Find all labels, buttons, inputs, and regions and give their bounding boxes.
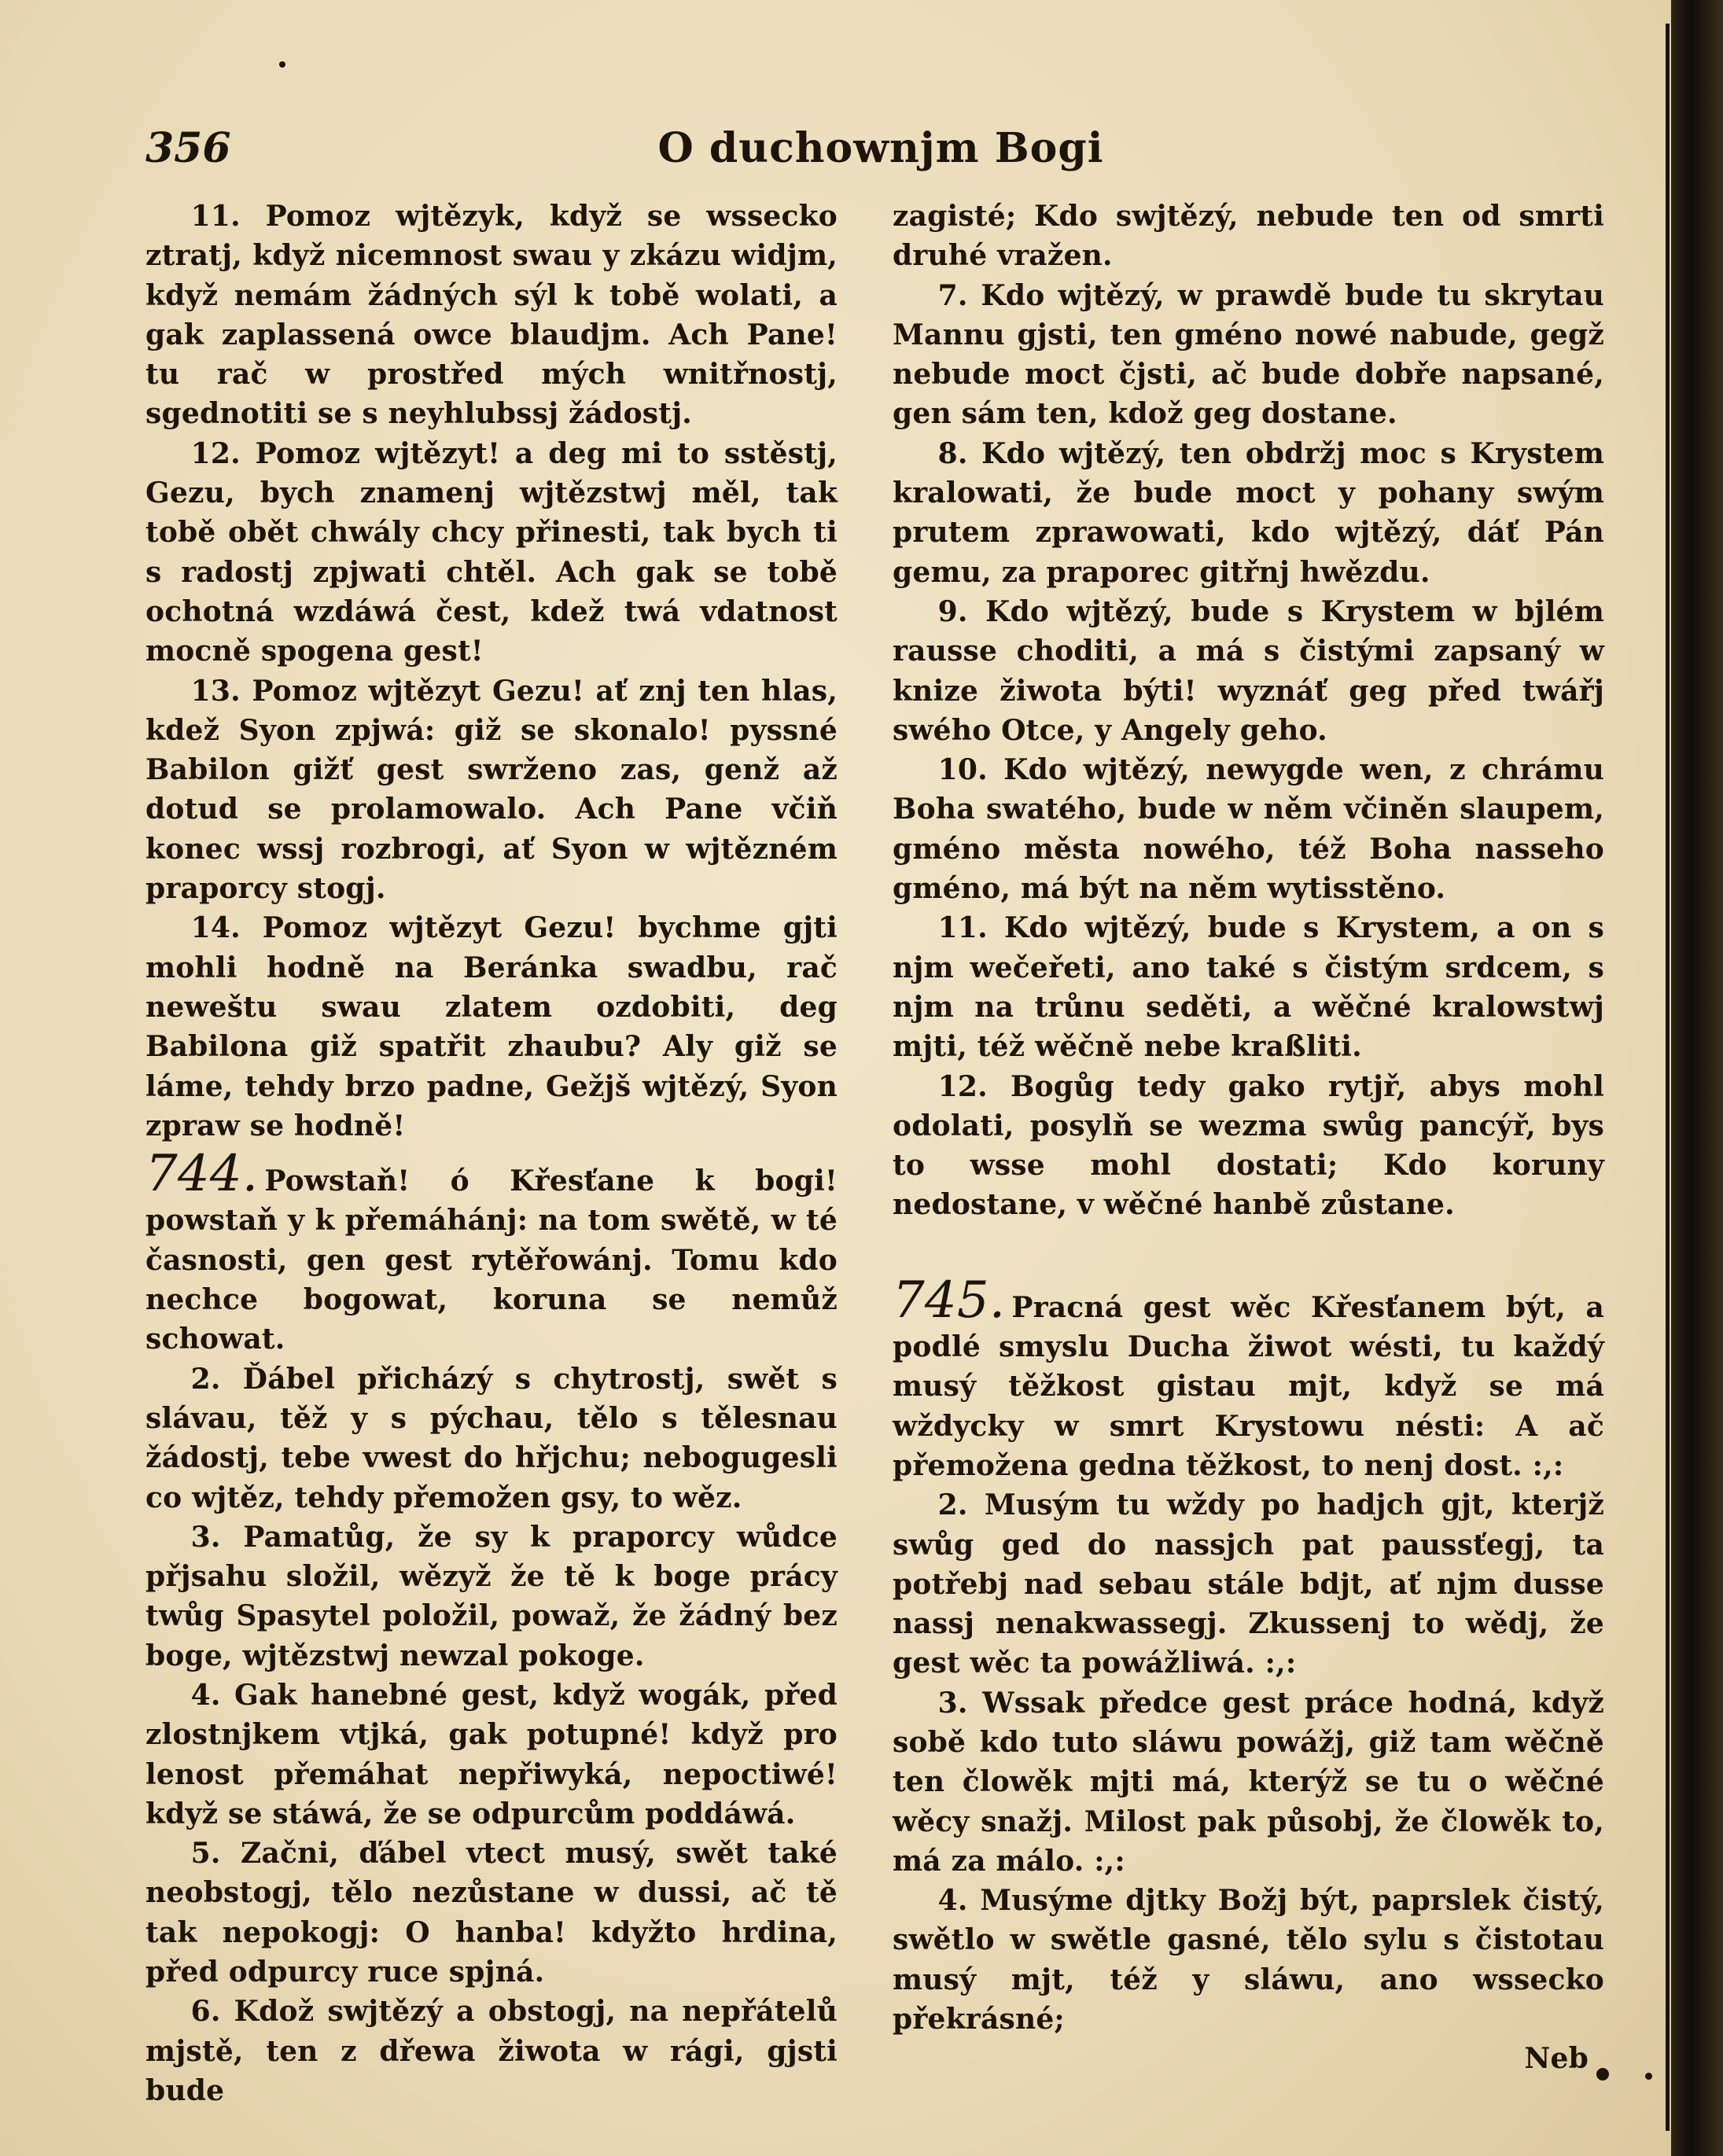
hymn-745 <box>893 1271 1604 2079</box>
ink-spot <box>1645 2073 1652 2080</box>
stanza: 14. Pomoz wjtězyt Gezu! bychme gjti mohli hodně na Beránka swadbu, rač neweštu swau zlatem ozdobiti, deg Babilona giž spatřit zhaubu? Aly giž se láme, tehdy brzo padne, Gežjš wjtězý, Syon zpraw se hodně! <box>145 911 838 1142</box>
hymn-744 <box>145 1145 838 2110</box>
stanza: 13. Pomoz wjtězyt Gezu! ať znj ten hlas, kdež Syon zpjwá: giž se skonalo! pyssné Babilon gižť gest swrženo zas, genž až dotud se prolamowalo. Ach Pane včiň konec wssj rozbrogi, ať Syon w wjtězném praporcy stogj. <box>145 674 838 906</box>
stanza: 11. Pomoz wjtězyk, když se wssecko ztratj, když nicemnost swau y zkázu widjm, když nemám žádných sýl k tobě wolati, a gak zaplassená owce blaudjm. Ach Pane! tu rač w prostřed mých wnitřnostj, sgednotiti se s neyhlubssj žádostj. <box>145 200 838 431</box>
stanza-continuation: zagisté; Kdo swjtězý, nebude ten od smrti druhé vražen. <box>893 200 1604 273</box>
binding-edge <box>1666 24 1670 2131</box>
catchword: Neb <box>1524 2042 1589 2076</box>
hymn-first-stanza-text: Powstaň! ó Křesťane k bogi! powstaň y k přemáhánj: na tom swětě, w té časnosti, gen gest rytěřowánj. Tomu kdo nechce bogowat, koruna se nemůž schowat. <box>145 1164 838 1356</box>
stanza: 9. Kdo wjtězý, bude s Krystem w bjlém rausse choditi, a má s čistými zapsaný w knize žiwota býti! wyznáť geg před twářj swého Otce, y Angely geho. <box>893 594 1604 747</box>
stanza: 10. Kdo wjtězý, newygde wen, z chrámu Boha swatého, bude w něm včiněn slaupem, gméno města nowého, též Boha nasseho gméno, má být na něm wytisstěno. <box>893 753 1604 906</box>
stanza: 4. Musýme djtky Božj být, paprslek čistý, swětlo w swětle gasné, tělo sylu s čistotau musý mjt, též y sláwu, ano wssecko překrásné; <box>893 1884 1604 2036</box>
page-header <box>145 124 1616 179</box>
ink-spot <box>279 61 285 68</box>
stanza: 12. Pomoz wjtězyt! a deg mi to sstěstj, Gezu, bych znamenj wjtězstwj měl, tak tobě obět chwály chcy přinesti, tak bych ti s radostj zpjwati chtěl. Ach gak se tobě ochotná wzdáwá čest, kdež twá vdatnost mocně spogena gest! <box>145 436 838 668</box>
right-column <box>893 197 1604 2079</box>
stanza: 11. Kdo wjtězý, bude s Krystem, a on s njm wečeřeti, ano také s čistým srdcem, s njm na trůnu seděti, a wěčné kralowstwj mjti, též wěčně nebe kraßliti. <box>893 911 1604 1064</box>
hymn-first-stanza <box>893 1271 1604 1485</box>
stanza: 8. Kdo wjtězý, ten obdržj moc s Krystem kralowati, že bude moct y pohany swým prutem zprawowati, kdo wjtězý, dáť Pán gemu, za praporec gitřnj hwězdu. <box>893 436 1604 589</box>
hymn-number: 744. <box>145 1145 259 1204</box>
stanza: 3. Wssak předce gest práce hodná, když sobě kdo tuto sláwu powážj, giž tam wěčně ten člowěk mjti má, kterýž se tu o wěčné wěcy snažj. Milost pak působj, že člowěk to, má za málo. :,: <box>893 1686 1604 1878</box>
hymn-first-stanza-text: Pracná gest wěc Křesťanem být, a podlé smyslu Ducha žiwot wésti, tu každý musý těžkost gistau mjt, když se má wždycky w smrt Krystowu nésti: A ač přemožena gedna těžkost, to nenj dost. :,: <box>893 1290 1604 1482</box>
stanza: 6. Kdož swjtězý a obstogj, na nepřátelů mjstě, ten z dřewa žiwota w rági, gjsti bude <box>145 1995 838 2107</box>
stanza: 7. Kdo wjtězý, w prawdě bude tu skrytau Mannu gjsti, ten gméno nowé nabude, gegž nebude moct čjsti, ač bude dobře napsané, gen sám ten, kdož geg dostane. <box>893 278 1604 431</box>
stanza: 5. Začni, ďábel vtect musý, swět také neobstogj, tělo nezůstane w dussi, ač tě tak nepokogj: O hanba! kdyžto hrdina, před odpurcy ruce spjná. <box>145 1837 838 1989</box>
hymn-first-stanza <box>145 1145 838 1359</box>
stanza: 4. Gak hanebné gest, když wogák, před zlostnjkem vtjká, gak potupné! když pro lenost přemáhat nepřiwyká, nepoctiwé! když se stáwá, že se odpurcům poddáwá. <box>145 1678 838 1830</box>
spacer <box>893 1225 1604 1272</box>
stanza: 12. Bogůg tedy gako rytjř, abys mohl odolati, posylň se wezma swůg pancýř, bys to wsse mohl dostati; Kdo koruny nedostane, v wěčné hanbě zůstane. <box>893 1069 1604 1222</box>
book-spine <box>1671 0 1723 2156</box>
stanza: 2. Ďábel přicházý s chytrostj, swět s slávau, těž y s pýchau, tělo s tělesnau žádostj, tebe vwest do hřjchu; nebogugesli co wjtěz, tehdy přemožen gsy, to wěz. <box>145 1362 838 1514</box>
left-column <box>145 197 838 2110</box>
stanza: 2. Musým tu wždy po hadjch gjt, kterjž swůg ged do nassjch pat paussťegj, ta potřebj nad sebau stále bdjt, ať njm dusse nassj nenakwassegj. Zkussenj to wědj, že gest wěc ta powážliwá. :,: <box>893 1488 1604 1680</box>
stanza: 3. Pamatůg, že sy k praporcy wůdce přjsahu složil, wězyž že tě k boge prácy twůg Spasytel položil, powaž, že žádný bez boge, wjtězstwj newzal pokoge. <box>145 1520 838 1672</box>
page-number: 356 <box>145 124 231 172</box>
running-title: O duchownjm Bogi <box>657 124 1104 172</box>
hymn-number: 745. <box>893 1271 1006 1330</box>
